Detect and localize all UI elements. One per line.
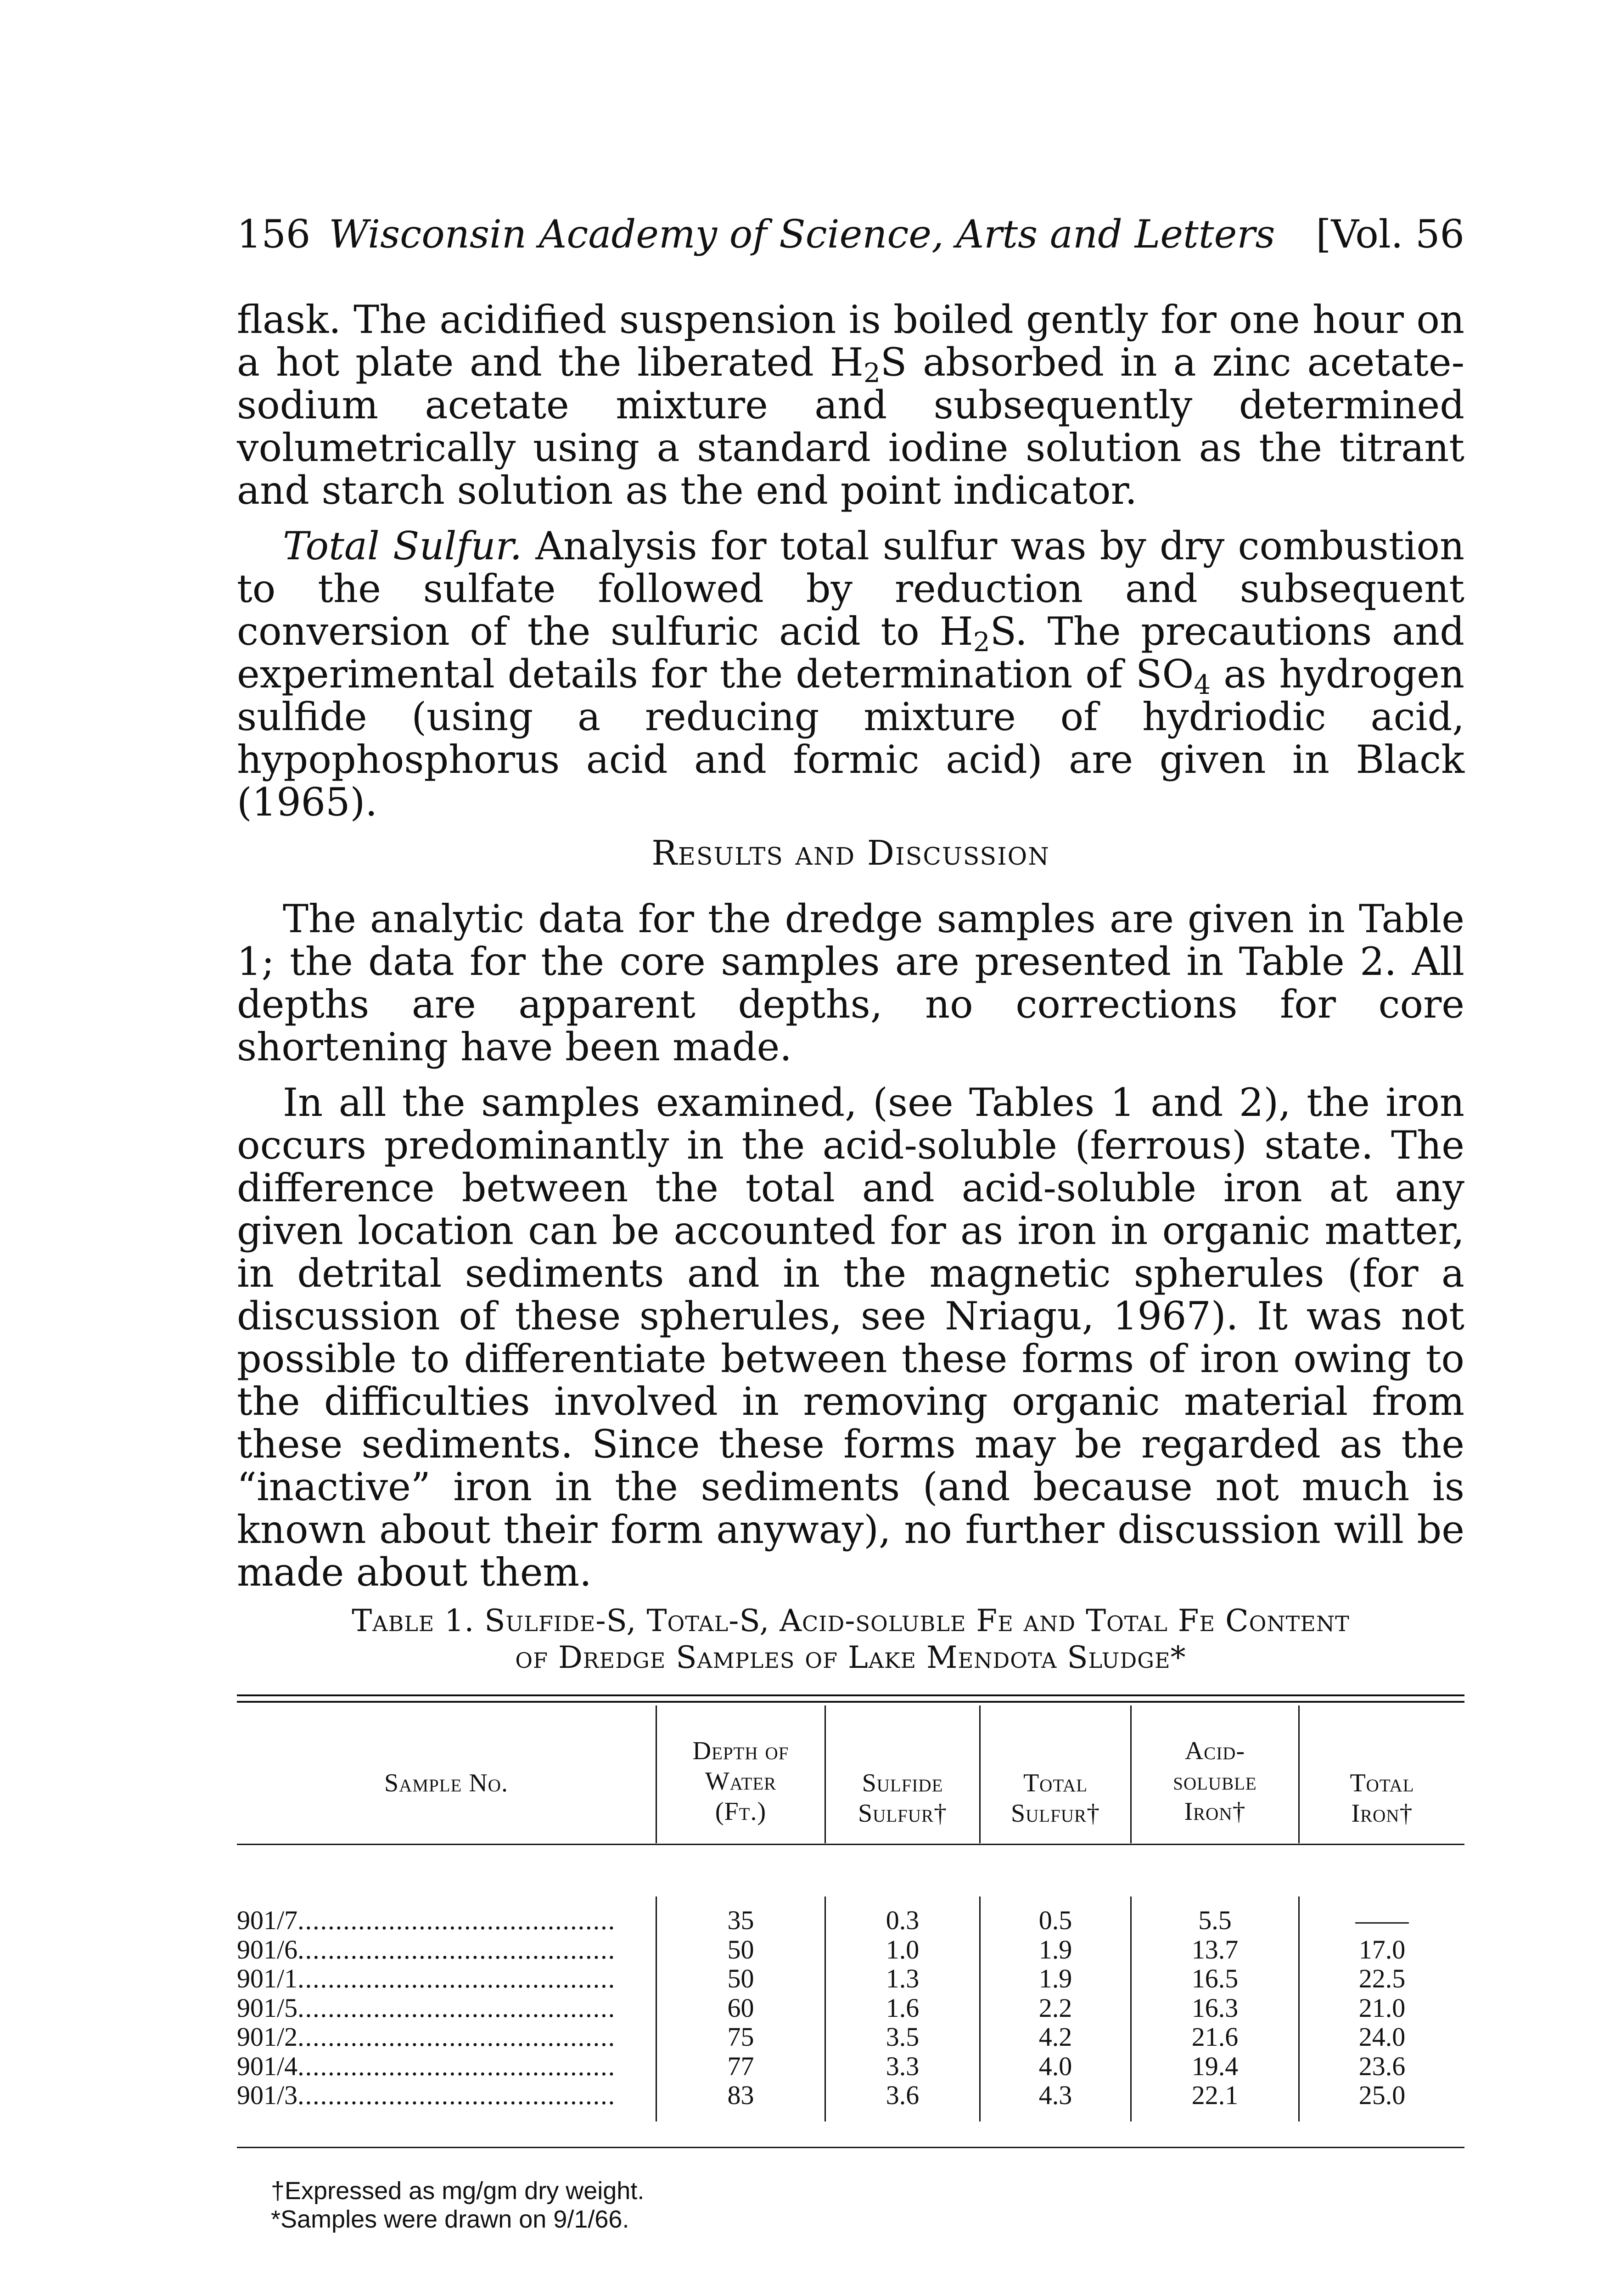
table-row: 901/3 ..........................................: [237, 2080, 616, 2110]
journal-title: Wisconsin Academy of Science, Arts and Letters: [329, 212, 1275, 257]
table-bottom-rule: [237, 2147, 1464, 2148]
section-heading: Results and Discussion: [651, 833, 1050, 873]
table-row: 901/7 ..........................................: [237, 1905, 616, 1935]
column-total-sulfur: 0.5 1.9 1.9 2.2 4.2 4.0 4.3: [1038, 1905, 1072, 2110]
table-row: 901/4 ..........................................: [237, 2051, 616, 2081]
header-sample-no: Sample No.: [384, 1769, 508, 1797]
header-sulfide-sulfur: Sulfide Sulfur†: [858, 1769, 947, 1828]
table-row: 901/2 ..........................................: [237, 2022, 616, 2052]
body-top: [237, 298, 1464, 824]
paragraph-continuation: flask. The acidified suspension is boiled gently for one hour on a hot plate and the liberated $H_2S$ absorbed in a zinc acetate-sodium acetate mixture and subsequently determined volumetrically using a standard iodine solution as the titrant and starch solution as the end point indicator.: [237, 297, 1464, 513]
running-header: [237, 207, 1464, 262]
volume-label: [Vol. 56: [1316, 212, 1464, 257]
table-footnotes: [271, 2177, 1373, 2234]
header-acid-soluble-iron: Acid- soluble Iron†: [1173, 1737, 1257, 1826]
data-table: [237, 1694, 1464, 2154]
table-row: 901/1 ..........................................: [237, 1964, 616, 1993]
table-top-rule-2: [237, 1701, 1464, 1703]
header-total-sulfur: Total Sulfur†: [1011, 1769, 1100, 1828]
column-sample-no: [237, 1906, 650, 2110]
table-top-rule: [237, 1694, 1464, 1696]
paragraph-iron: In all the samples examined, (see Tables 1 and 2), the iron occurs predominantly in the acid-soluble (ferrous) state. The difference between the total and acid-soluble iron at any given location can be accounted for as iron in organic matter, in detrital sediments and in the magnetic spherules (for a discussion of these spherules, see Nriagu, 1967). It was not possible to differentiate between these forms of iron owing to the difficulties involved in removing organic material from these sediments. Since these forms may be regarded as the “inactive” iron in the sediments (and because not much is known about their form anyway), no further discussion will be made about them.: [237, 1080, 1464, 1595]
run-in-heading: Total Sulfur.: [283, 523, 522, 568]
table-row: 901/5 ..........................................: [237, 1992, 616, 2023]
footnote-asterisk: *Samples were drawn on 9/1/66.: [271, 2206, 629, 2233]
table-header-rule: [237, 1844, 1464, 1845]
column-acid-soluble-iron: 5.5 13.7 16.5 16.3 21.6 19.4 22.1: [1191, 1905, 1239, 2110]
body-results: [237, 898, 1464, 1594]
paragraph-total-sulfur: Total Sulfur. Analysis for total sulfur was by dry combustion to the sulfate followed by reduction and subsequent conversion of the sulfuric acid to $H_2S$. The precautions and experimental details for the determination of $SO_4$ as hydrogen sulfide (using a reducing mixture of hydriodic acid, hypophosphorus acid and formic acid) are given in Black (1965).: [237, 523, 1464, 825]
paragraph-results: The analytic data for the dredge samples are given in Table 1; the data for the core samples are presented in Table 2. All depths are apparent depths, no corrections for core shortening have been made.: [237, 896, 1464, 1069]
header-total-iron: Total Iron†: [1350, 1769, 1414, 1828]
table-row: 901/6 ..........................................: [237, 1934, 616, 1964]
column-sulfide-sulfur: 0.3 1.0 1.3 1.6 3.5 3.3 3.6: [886, 1905, 920, 2110]
page-number: 156: [237, 212, 311, 257]
table-caption: Table 1. Sulfide-S, Total-S, Acid-soluble Fe and Total Fe Content of Dredge Samples of Lake Mendota Sludge*: [352, 1603, 1350, 1675]
footnote-dagger: †Expressed as mg/gm dry weight.: [271, 2177, 645, 2205]
column-depth: 35 50 50 60 75 77 83: [727, 1905, 754, 2110]
header-depth: Depth of Water (Ft.): [692, 1737, 789, 1826]
column-total-iron: —— 17.0 22.5 21.0 24.0 23.6 25.0: [1355, 1905, 1409, 2110]
